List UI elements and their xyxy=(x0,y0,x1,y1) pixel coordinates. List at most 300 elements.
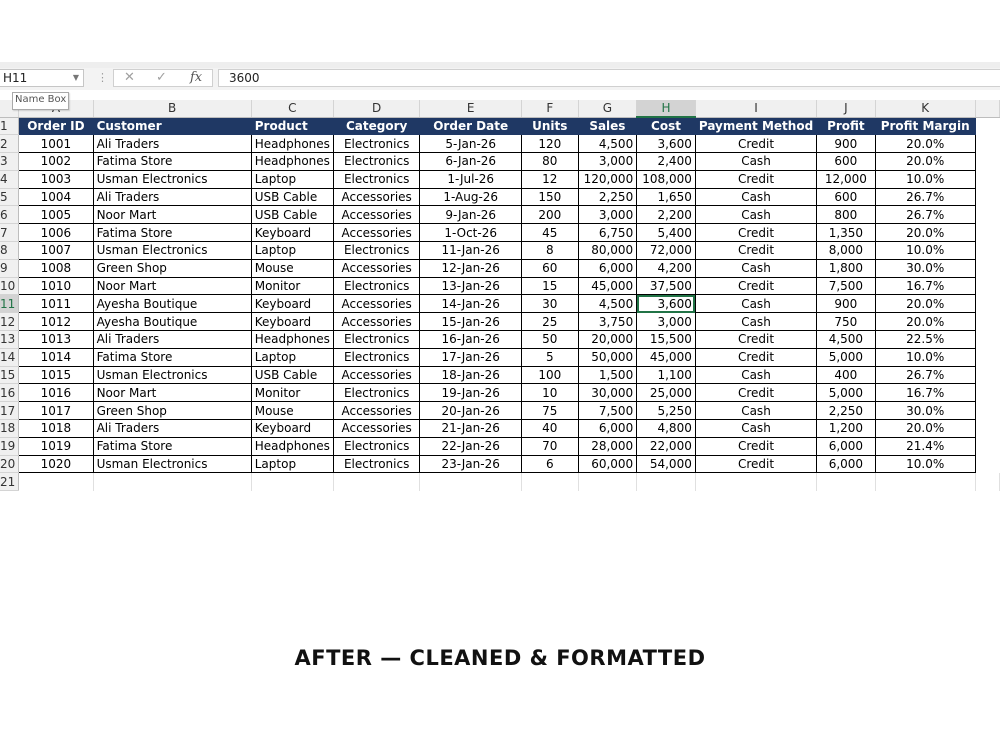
table-cell[interactable]: 400 xyxy=(817,366,875,384)
table-cell[interactable]: 6 xyxy=(522,455,579,473)
table-cell[interactable]: 45 xyxy=(522,224,579,242)
table-cell[interactable]: Noor Mart xyxy=(93,206,251,224)
grid-cell[interactable] xyxy=(975,170,999,188)
table-cell[interactable]: 6,000 xyxy=(578,259,637,277)
row-header[interactable]: 20 xyxy=(0,455,19,473)
table-cell[interactable]: 20,000 xyxy=(578,331,637,349)
table-cell[interactable]: 120 xyxy=(522,135,579,153)
table-cell[interactable]: 20.0% xyxy=(875,224,975,242)
table-cell[interactable]: Cash xyxy=(695,295,816,313)
table-cell[interactable]: Cash xyxy=(695,402,816,420)
table-cell[interactable]: Credit xyxy=(695,331,816,349)
table-cell[interactable]: USB Cable xyxy=(251,188,333,206)
table-cell[interactable]: Credit xyxy=(695,437,816,455)
table-cell[interactable]: Keyboard xyxy=(251,224,333,242)
table-cell[interactable]: 900 xyxy=(817,295,875,313)
table-row xyxy=(0,331,1000,349)
table-cell[interactable]: 1-Aug-26 xyxy=(420,188,522,206)
table-cell[interactable]: Fatima Store xyxy=(93,437,251,455)
row-header[interactable]: 13 xyxy=(0,331,19,349)
table-cell[interactable]: 13-Jan-26 xyxy=(420,277,522,295)
table-cell[interactable]: 1,350 xyxy=(817,224,875,242)
table-cell[interactable]: 22.5% xyxy=(875,331,975,349)
table-cell[interactable]: 1001 xyxy=(19,135,93,153)
enter-check-icon[interactable]: ✓ xyxy=(156,70,167,85)
table-cell[interactable]: 16.7% xyxy=(875,384,975,402)
grid-cell[interactable] xyxy=(875,473,975,491)
table-cell[interactable]: 30 xyxy=(522,295,579,313)
table-cell[interactable]: 1,200 xyxy=(817,420,875,438)
table-cell[interactable]: Ali Traders xyxy=(93,188,251,206)
column-header-b[interactable]: B xyxy=(93,100,251,117)
table-cell[interactable]: 10.0% xyxy=(875,348,975,366)
table-cell[interactable]: 6,750 xyxy=(578,224,637,242)
table-cell[interactable]: Laptop xyxy=(251,170,333,188)
table-cell[interactable]: Accessories xyxy=(333,295,419,313)
table-cell[interactable]: 2,200 xyxy=(637,206,696,224)
grid-cell[interactable] xyxy=(522,473,579,491)
header-cell[interactable]: Profit xyxy=(817,117,875,135)
table-cell[interactable]: Fatima Store xyxy=(93,224,251,242)
table-cell[interactable]: 1,800 xyxy=(817,259,875,277)
row-header[interactable]: 5 xyxy=(0,188,19,206)
table-cell[interactable]: 1,650 xyxy=(637,188,696,206)
table-cell[interactable]: USB Cable xyxy=(251,366,333,384)
table-cell[interactable]: Ali Traders xyxy=(93,420,251,438)
table-cell[interactable]: 5,250 xyxy=(637,402,696,420)
table-cell[interactable]: 30,000 xyxy=(578,384,637,402)
table-cell[interactable]: 37,500 xyxy=(637,277,696,295)
header-cell[interactable]: Product xyxy=(251,117,333,135)
grid-cell[interactable] xyxy=(333,473,419,491)
grid-cell[interactable] xyxy=(975,259,999,277)
row-header[interactable]: 1 xyxy=(0,117,19,135)
header-cell[interactable]: Profit Margin xyxy=(875,117,975,135)
grid-cell[interactable] xyxy=(578,473,637,491)
table-cell[interactable]: Cash xyxy=(695,188,816,206)
table-cell[interactable]: Accessories xyxy=(333,206,419,224)
table-cell[interactable]: Mouse xyxy=(251,259,333,277)
table-row xyxy=(0,153,1000,171)
table-row xyxy=(0,259,1000,277)
table-cell[interactable]: Credit xyxy=(695,135,816,153)
column-header-i[interactable]: I xyxy=(695,100,816,117)
name-box-value: H11 xyxy=(3,71,28,85)
table-cell[interactable]: 7,500 xyxy=(578,402,637,420)
table-cell[interactable]: Laptop xyxy=(251,348,333,366)
table-cell[interactable]: 5,000 xyxy=(817,384,875,402)
table-cell[interactable]: 26.7% xyxy=(875,206,975,224)
table-cell[interactable]: Electronics xyxy=(333,437,419,455)
grid-cell[interactable] xyxy=(19,473,93,491)
table-cell[interactable]: 200 xyxy=(522,206,579,224)
table-cell[interactable]: 1002 xyxy=(19,153,93,171)
table-cell[interactable]: 1005 xyxy=(19,206,93,224)
table-cell[interactable]: Headphones xyxy=(251,437,333,455)
table-cell[interactable]: 20-Jan-26 xyxy=(420,402,522,420)
table-cell[interactable]: 2,250 xyxy=(578,188,637,206)
table-cell[interactable]: Ali Traders xyxy=(93,135,251,153)
name-box-tooltip: Name Box xyxy=(12,92,69,110)
table-cell[interactable]: Laptop xyxy=(251,242,333,260)
table-cell[interactable]: Mouse xyxy=(251,402,333,420)
header-cell[interactable]: Units xyxy=(522,117,579,135)
table-cell[interactable]: 18-Jan-26 xyxy=(420,366,522,384)
table-cell[interactable]: 75 xyxy=(522,402,579,420)
table-cell[interactable]: Cash xyxy=(695,366,816,384)
table-cell[interactable]: 21.4% xyxy=(875,437,975,455)
grid-cell[interactable] xyxy=(975,420,999,438)
column-header-extra[interactable] xyxy=(975,100,999,117)
row-header[interactable]: 14 xyxy=(0,348,19,366)
table-cell[interactable]: 1018 xyxy=(19,420,93,438)
table-cell[interactable]: Electronics xyxy=(333,455,419,473)
table-cell[interactable]: 20.0% xyxy=(875,135,975,153)
table-cell[interactable]: 12,000 xyxy=(817,170,875,188)
table-cell[interactable]: 26.7% xyxy=(875,366,975,384)
table-cell[interactable]: Noor Mart xyxy=(93,277,251,295)
table-cell[interactable]: 1004 xyxy=(19,188,93,206)
table-cell[interactable]: Headphones xyxy=(251,331,333,349)
table-cell[interactable]: Monitor xyxy=(251,384,333,402)
grid-cell[interactable] xyxy=(975,313,999,331)
table-cell[interactable]: 10.0% xyxy=(875,242,975,260)
row-header[interactable]: 19 xyxy=(0,437,19,455)
table-cell[interactable]: Electronics xyxy=(333,384,419,402)
grid-cell[interactable] xyxy=(817,473,875,491)
grid-cell[interactable] xyxy=(975,437,999,455)
table-cell[interactable]: 8 xyxy=(522,242,579,260)
table-cell[interactable]: 20.0% xyxy=(875,153,975,171)
grid-cell[interactable] xyxy=(975,473,999,491)
table-cell[interactable]: 2,400 xyxy=(637,153,696,171)
table-cell[interactable]: 6,000 xyxy=(578,420,637,438)
table-cell[interactable]: 3,000 xyxy=(637,313,696,331)
table-cell[interactable]: Noor Mart xyxy=(93,384,251,402)
table-cell[interactable]: 10.0% xyxy=(875,455,975,473)
column-header-f[interactable]: F xyxy=(522,100,579,117)
table-cell[interactable]: 12-Jan-26 xyxy=(420,259,522,277)
row-header[interactable]: 3 xyxy=(0,153,19,171)
table-cell[interactable]: 15 xyxy=(522,277,579,295)
header-cell[interactable]: Order ID xyxy=(19,117,93,135)
table-cell[interactable]: 1011 xyxy=(19,295,93,313)
table-cell[interactable]: Electronics xyxy=(333,242,419,260)
table-cell[interactable]: 70 xyxy=(522,437,579,455)
table-cell[interactable]: 4,200 xyxy=(637,259,696,277)
table-cell[interactable]: 1019 xyxy=(19,437,93,455)
table-cell[interactable]: Headphones xyxy=(251,135,333,153)
table-cell[interactable]: 800 xyxy=(817,206,875,224)
table-cell[interactable]: Green Shop xyxy=(93,402,251,420)
table-cell[interactable]: 14-Jan-26 xyxy=(420,295,522,313)
table-cell[interactable]: 1015 xyxy=(19,366,93,384)
grid-cell[interactable] xyxy=(975,331,999,349)
table-cell[interactable]: 10 xyxy=(522,384,579,402)
table-cell[interactable]: 1-Oct-26 xyxy=(420,224,522,242)
table-cell[interactable]: 9-Jan-26 xyxy=(420,206,522,224)
name-box[interactable] xyxy=(0,69,84,87)
table-cell[interactable]: USB Cable xyxy=(251,206,333,224)
selected-cell[interactable]: 3,600 xyxy=(637,295,696,313)
table-cell[interactable]: Credit xyxy=(695,242,816,260)
table-cell[interactable]: Usman Electronics xyxy=(93,455,251,473)
header-cell[interactable]: Sales xyxy=(578,117,637,135)
table-cell[interactable]: Keyboard xyxy=(251,313,333,331)
grid-cell[interactable] xyxy=(637,473,696,491)
header-cell[interactable]: Cost xyxy=(637,117,696,135)
table-row xyxy=(0,135,1000,153)
table-cell[interactable]: Accessories xyxy=(333,224,419,242)
chevron-down-icon[interactable]: ▼ xyxy=(72,73,79,82)
grid-cell[interactable] xyxy=(975,277,999,295)
grid-cell[interactable] xyxy=(975,117,999,135)
row-header[interactable]: 18 xyxy=(0,420,19,438)
table-cell[interactable]: 28,000 xyxy=(578,437,637,455)
table-cell[interactable]: 4,800 xyxy=(637,420,696,438)
table-cell[interactable]: 100 xyxy=(522,366,579,384)
table-cell[interactable]: 22-Jan-26 xyxy=(420,437,522,455)
table-cell[interactable]: Accessories xyxy=(333,420,419,438)
column-header-h[interactable]: H xyxy=(637,100,696,117)
table-cell[interactable]: Accessories xyxy=(333,402,419,420)
column-header-g[interactable]: G xyxy=(578,100,637,117)
table-cell[interactable]: Accessories xyxy=(333,313,419,331)
table-cell[interactable]: 1,500 xyxy=(578,366,637,384)
table-cell[interactable]: Cash xyxy=(695,259,816,277)
table-cell[interactable]: 80 xyxy=(522,153,579,171)
table-cell[interactable]: Ali Traders xyxy=(93,331,251,349)
row-header[interactable]: 2 xyxy=(0,135,19,153)
column-header-c[interactable]: C xyxy=(251,100,333,117)
table-cell[interactable]: 1008 xyxy=(19,259,93,277)
table-cell[interactable]: 16.7% xyxy=(875,277,975,295)
row-header[interactable]: 15 xyxy=(0,366,19,384)
table-cell[interactable]: 6-Jan-26 xyxy=(420,153,522,171)
table-cell[interactable]: 50,000 xyxy=(578,348,637,366)
table-cell[interactable]: 80,000 xyxy=(578,242,637,260)
table-cell[interactable]: 1014 xyxy=(19,348,93,366)
table-cell[interactable]: 108,000 xyxy=(637,170,696,188)
table-cell[interactable]: 12 xyxy=(522,170,579,188)
row-header[interactable]: 9 xyxy=(0,259,19,277)
table-cell[interactable]: 72,000 xyxy=(637,242,696,260)
table-cell[interactable]: 30.0% xyxy=(875,259,975,277)
table-cell[interactable]: Electronics xyxy=(333,348,419,366)
table-cell[interactable]: Laptop xyxy=(251,455,333,473)
table-cell[interactable]: 22,000 xyxy=(637,437,696,455)
table-cell[interactable]: Usman Electronics xyxy=(93,170,251,188)
table-cell[interactable]: 600 xyxy=(817,188,875,206)
table-cell[interactable]: 150 xyxy=(522,188,579,206)
table-cell[interactable]: 6,000 xyxy=(817,455,875,473)
header-cell[interactable]: Category xyxy=(333,117,419,135)
grid-cell[interactable] xyxy=(975,348,999,366)
table-cell[interactable]: Cash xyxy=(695,206,816,224)
table-cell[interactable]: 50 xyxy=(522,331,579,349)
insert-function-icon[interactable]: fx xyxy=(190,70,203,85)
row-header[interactable]: 12 xyxy=(0,313,19,331)
table-cell[interactable]: 20.0% xyxy=(875,313,975,331)
table-cell[interactable]: Cash xyxy=(695,313,816,331)
grid-cell[interactable] xyxy=(93,473,251,491)
table-cell[interactable]: 1016 xyxy=(19,384,93,402)
table-cell[interactable]: 120,000 xyxy=(578,170,637,188)
row-header[interactable]: 7 xyxy=(0,224,19,242)
table-cell[interactable]: 54,000 xyxy=(637,455,696,473)
table-cell[interactable]: 4,500 xyxy=(817,331,875,349)
table-cell[interactable]: 600 xyxy=(817,153,875,171)
table-cell[interactable]: 6,000 xyxy=(817,437,875,455)
table-cell[interactable]: 4,500 xyxy=(578,295,637,313)
table-cell[interactable]: 15,500 xyxy=(637,331,696,349)
table-cell[interactable]: 1010 xyxy=(19,277,93,295)
table-cell[interactable]: Cash xyxy=(695,420,816,438)
table-cell[interactable]: Accessories xyxy=(333,366,419,384)
row-header[interactable]: 11 xyxy=(0,295,19,313)
table-cell[interactable]: 11-Jan-26 xyxy=(420,242,522,260)
grid-cell[interactable] xyxy=(975,384,999,402)
table-cell[interactable]: 25,000 xyxy=(637,384,696,402)
table-cell[interactable]: 1,100 xyxy=(637,366,696,384)
table-cell[interactable]: 3,000 xyxy=(578,206,637,224)
grid-cell[interactable] xyxy=(975,455,999,473)
table-cell[interactable]: 1003 xyxy=(19,170,93,188)
table-cell[interactable]: 1007 xyxy=(19,242,93,260)
table-cell[interactable]: 60,000 xyxy=(578,455,637,473)
row-header[interactable]: 21 xyxy=(0,473,19,491)
table-cell[interactable]: 10.0% xyxy=(875,170,975,188)
table-cell[interactable]: 17-Jan-26 xyxy=(420,348,522,366)
cancel-icon[interactable]: ✕ xyxy=(124,70,135,85)
formula-input[interactable]: 3600 xyxy=(218,69,1000,87)
table-cell[interactable]: Monitor xyxy=(251,277,333,295)
grid-cell[interactable] xyxy=(975,224,999,242)
table-cell[interactable]: 15-Jan-26 xyxy=(420,313,522,331)
table-cell[interactable]: 60 xyxy=(522,259,579,277)
table-cell[interactable]: 5,000 xyxy=(817,348,875,366)
table-cell[interactable]: Electronics xyxy=(333,135,419,153)
grid-cell[interactable] xyxy=(975,402,999,420)
column-header-j[interactable]: J xyxy=(817,100,875,117)
table-cell[interactable]: 7,500 xyxy=(817,277,875,295)
caption: AFTER — CLEANED & FORMATTED xyxy=(294,646,706,670)
table-cell[interactable]: Headphones xyxy=(251,153,333,171)
table-cell[interactable]: 5-Jan-26 xyxy=(420,135,522,153)
column-header-e[interactable]: E xyxy=(420,100,522,117)
table-cell[interactable]: 750 xyxy=(817,313,875,331)
table-cell[interactable]: Electronics xyxy=(333,331,419,349)
table-cell[interactable]: 45,000 xyxy=(637,348,696,366)
table-cell[interactable]: Green Shop xyxy=(93,259,251,277)
table-cell[interactable]: Keyboard xyxy=(251,420,333,438)
header-cell[interactable]: Customer xyxy=(93,117,251,135)
table-cell[interactable]: 8,000 xyxy=(817,242,875,260)
table-cell[interactable]: Ayesha Boutique xyxy=(93,313,251,331)
table-cell[interactable]: 16-Jan-26 xyxy=(420,331,522,349)
row-header[interactable]: 4 xyxy=(0,170,19,188)
table-cell[interactable]: Accessories xyxy=(333,188,419,206)
table-cell[interactable]: 5,400 xyxy=(637,224,696,242)
table-cell[interactable]: Keyboard xyxy=(251,295,333,313)
table-cell[interactable]: Credit xyxy=(695,455,816,473)
table-cell[interactable]: 3,750 xyxy=(578,313,637,331)
table-row xyxy=(0,420,1000,438)
table-cell[interactable]: Electronics xyxy=(333,170,419,188)
table-cell[interactable]: 3,600 xyxy=(637,135,696,153)
row-header[interactable]: 8 xyxy=(0,242,19,260)
column-header-k[interactable]: K xyxy=(875,100,975,117)
table-cell[interactable]: 2,250 xyxy=(817,402,875,420)
table-cell[interactable]: 20.0% xyxy=(875,420,975,438)
grid-cell[interactable] xyxy=(251,473,333,491)
table-cell[interactable]: 20.0% xyxy=(875,295,975,313)
table-cell[interactable]: Ayesha Boutique xyxy=(93,295,251,313)
row-header[interactable]: 17 xyxy=(0,402,19,420)
table-cell[interactable]: Credit xyxy=(695,170,816,188)
table-cell[interactable]: 1012 xyxy=(19,313,93,331)
table-cell[interactable]: Cash xyxy=(695,153,816,171)
table-cell[interactable]: Fatima Store xyxy=(93,348,251,366)
row-header[interactable]: 16 xyxy=(0,384,19,402)
table-cell[interactable]: 40 xyxy=(522,420,579,438)
table-cell[interactable]: 30.0% xyxy=(875,402,975,420)
table-cell[interactable]: Accessories xyxy=(333,259,419,277)
table-cell[interactable]: Credit xyxy=(695,224,816,242)
table-cell[interactable]: 4,500 xyxy=(578,135,637,153)
table-cell[interactable]: Usman Electronics xyxy=(93,242,251,260)
row-header[interactable]: 6 xyxy=(0,206,19,224)
grid-cell[interactable] xyxy=(695,473,816,491)
table-cell[interactable]: Credit xyxy=(695,384,816,402)
header-cell[interactable]: Order Date xyxy=(420,117,522,135)
grid-cell[interactable] xyxy=(975,295,999,313)
table-cell[interactable]: Usman Electronics xyxy=(93,366,251,384)
table-cell[interactable]: 3,000 xyxy=(578,153,637,171)
table-cell[interactable]: Credit xyxy=(695,348,816,366)
table-cell[interactable]: 25 xyxy=(522,313,579,331)
grid-cell[interactable] xyxy=(975,206,999,224)
table-cell[interactable]: 26.7% xyxy=(875,188,975,206)
table-cell[interactable]: 5 xyxy=(522,348,579,366)
table-cell[interactable]: 1006 xyxy=(19,224,93,242)
table-cell[interactable]: Electronics xyxy=(333,153,419,171)
table-cell[interactable]: 21-Jan-26 xyxy=(420,420,522,438)
row-header[interactable]: 10 xyxy=(0,277,19,295)
grid-cell[interactable] xyxy=(975,366,999,384)
grid-cell[interactable] xyxy=(420,473,522,491)
table-cell[interactable]: Fatima Store xyxy=(93,153,251,171)
table-cell[interactable]: 900 xyxy=(817,135,875,153)
grid-cell[interactable] xyxy=(975,135,999,153)
header-cell[interactable]: Payment Method xyxy=(695,117,816,135)
table-cell[interactable]: 23-Jan-26 xyxy=(420,455,522,473)
vertical-dots-icon: ⋮ xyxy=(97,71,108,84)
table-cell[interactable]: 1017 xyxy=(19,402,93,420)
table-cell[interactable]: Credit xyxy=(695,277,816,295)
grid-cell[interactable] xyxy=(975,188,999,206)
table-cell[interactable]: 1020 xyxy=(19,455,93,473)
column-header-d[interactable]: D xyxy=(333,100,419,117)
table-cell[interactable]: Electronics xyxy=(333,277,419,295)
table-cell[interactable]: 1-Jul-26 xyxy=(420,170,522,188)
table-row xyxy=(0,455,1000,473)
table-cell[interactable]: 45,000 xyxy=(578,277,637,295)
table-cell[interactable]: 1013 xyxy=(19,331,93,349)
grid-cell[interactable] xyxy=(975,153,999,171)
table-cell[interactable]: 19-Jan-26 xyxy=(420,384,522,402)
grid-cell[interactable] xyxy=(975,242,999,260)
